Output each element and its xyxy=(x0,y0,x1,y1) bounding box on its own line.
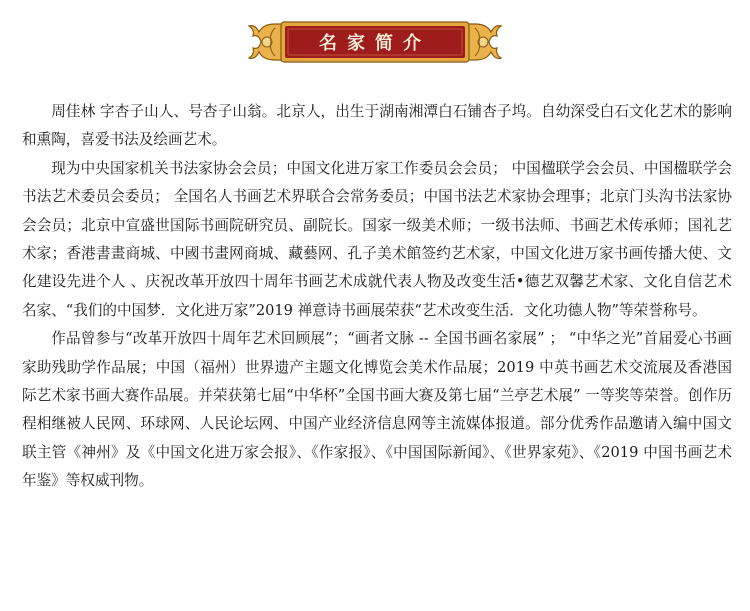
biography-body xyxy=(22,98,732,496)
page-title: 名家简介 xyxy=(319,33,431,54)
ornament-right-icon xyxy=(465,24,501,60)
header-banner xyxy=(0,0,750,90)
paragraph-intro: 周佳林 字杏子山人、号杏子山翁。北京人，出生于湖南湘潭白石铺杏子坞。自幼深受白石文化艺术的影响和熏陶，喜爱书法及绘画艺术。 xyxy=(22,103,732,149)
paragraph-exhibitions: 作品曾参与“改革开放四十周年艺术回顾展”；“画者文脉 -- 全国书画名家展” ； “中华之光”首届爱心书画家助残助学作品展；中国（福州）世界遗产主题文化博览会美术作品展；2019 中英书画艺术交流展及香港国际艺术家书画大赛作品展。并荣获第七届“中华杯”全国书画大赛及第七届“兰亭艺术展” 一等奖等荣誉。创作历程相继被人民网、环球网、人民论坛网、中国产业经济信息网等主流媒体报道。部分优秀作品邀请入编中国文联主管《神州》及《中国文化进万家会报》、《作家报》、《中国国际新闻》、《世界家苑》、《2019 中国书画艺术年鉴》等权威刊物。 xyxy=(22,330,732,490)
ornament-left-icon xyxy=(249,24,285,60)
paragraph-memberships: 现为中央国家机关书法家协会会员；中国文化进万家工作委员会会员； 中国楹联学会会员、中国楹联学会书法艺术委员会委员； 全国名人书画艺术界联合会常务委员；中国书法艺术家协会理事；北京门头沟书法家协会会员；北京中宣盛世国际书画院研究员、副院长。国家一级美术师；一级书法师、书画艺术传承师；国礼艺术家；香港書畫商城、中國书畫网商城、藏藝网、孔子美术館签约艺术家，中国文化进万家书画传播大使、文化建设先进个人 、庆祝改革开放四十周年书画艺术成就代表人物及改变生活•德艺双馨艺术家、文化自信艺术名家、“我们的中国梦．文化进万家”2019 禅意诗书画展荣获“艺术改变生活．文化功德人物”等荣誉称号。 xyxy=(22,159,732,319)
